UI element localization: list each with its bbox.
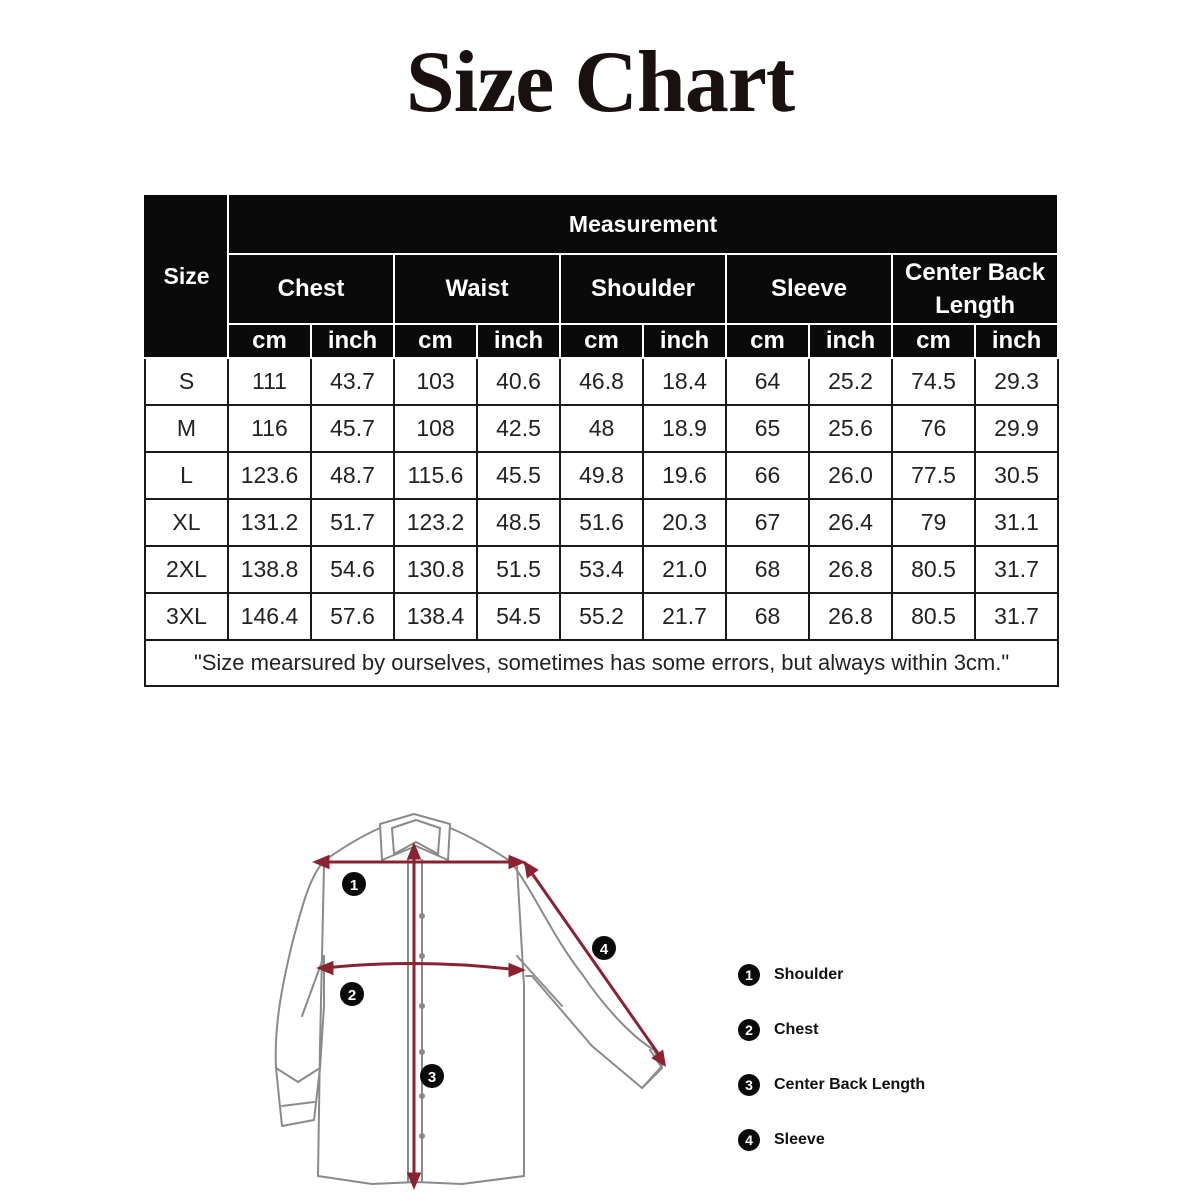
value-cell: 123.2 xyxy=(394,499,477,546)
size-table xyxy=(144,193,1059,687)
value-cell: 67 xyxy=(726,499,809,546)
marker-1: 1 xyxy=(349,877,359,894)
value-cell: 123.6 xyxy=(228,452,311,499)
value-cell: 29.9 xyxy=(975,405,1058,452)
measurement-header: Measurement xyxy=(228,194,1058,254)
size-cell: M xyxy=(145,405,228,452)
marker-2: 2 xyxy=(347,987,357,1004)
measurement-legend xyxy=(738,962,925,1182)
value-cell: 115.6 xyxy=(394,452,477,499)
value-cell: 51.6 xyxy=(560,499,643,546)
value-cell: 48.5 xyxy=(477,499,560,546)
value-cell: 40.6 xyxy=(477,358,560,405)
value-cell: 51.5 xyxy=(477,546,560,593)
size-cell: S xyxy=(145,358,228,405)
value-cell: 21.0 xyxy=(643,546,726,593)
value-cell: 130.8 xyxy=(394,546,477,593)
size-cell: 2XL xyxy=(145,546,228,593)
unit-inch: inch xyxy=(477,324,560,358)
group-center-back-length: Center Back Length xyxy=(892,254,1058,324)
legend-label: Sleeve xyxy=(774,1131,825,1148)
value-cell: 111 xyxy=(228,358,311,405)
value-cell: 26.8 xyxy=(809,593,892,640)
value-cell: 46.8 xyxy=(560,358,643,405)
value-cell: 26.0 xyxy=(809,452,892,499)
value-cell: 65 xyxy=(726,405,809,452)
page-title: Size Chart xyxy=(405,34,795,131)
legend-number-badge: 2 xyxy=(738,1019,760,1041)
legend-number-badge: 1 xyxy=(738,964,760,986)
value-cell: 30.5 xyxy=(975,452,1058,499)
size-cell: L xyxy=(145,452,228,499)
table-row xyxy=(145,499,1058,546)
value-cell: 57.6 xyxy=(311,593,394,640)
unit-cm: cm xyxy=(726,324,809,358)
value-cell: 26.4 xyxy=(809,499,892,546)
value-cell: 64 xyxy=(726,358,809,405)
value-cell: 21.7 xyxy=(643,593,726,640)
value-cell: 68 xyxy=(726,593,809,640)
group-shoulder: Shoulder xyxy=(560,254,726,324)
value-cell: 79 xyxy=(892,499,975,546)
size-cell: XL xyxy=(145,499,228,546)
shirt-diagram xyxy=(262,806,682,1201)
value-cell: 74.5 xyxy=(892,358,975,405)
legend-label: Center Back Length xyxy=(774,1076,926,1093)
value-cell: 54.5 xyxy=(477,593,560,640)
legend-item-sleeve xyxy=(738,1127,925,1153)
value-cell: 48.7 xyxy=(311,452,394,499)
value-cell: 31.7 xyxy=(975,546,1058,593)
value-cell: 103 xyxy=(394,358,477,405)
shirt-illustration xyxy=(262,806,682,1196)
legend-number-badge: 3 xyxy=(738,1074,760,1096)
table-row xyxy=(145,546,1058,593)
value-cell: 80.5 xyxy=(892,593,975,640)
table-row xyxy=(145,593,1058,640)
value-cell: 66 xyxy=(726,452,809,499)
value-cell: 116 xyxy=(228,405,311,452)
value-cell: 31.1 xyxy=(975,499,1058,546)
value-cell: 146.4 xyxy=(228,593,311,640)
value-cell: 68 xyxy=(726,546,809,593)
legend-item-center-back-length xyxy=(738,1072,925,1098)
note-row xyxy=(145,640,1058,686)
value-cell: 45.7 xyxy=(311,405,394,452)
table-row xyxy=(145,405,1058,452)
value-cell: 49.8 xyxy=(560,452,643,499)
value-cell: 43.7 xyxy=(311,358,394,405)
table-row xyxy=(145,358,1058,405)
value-cell: 80.5 xyxy=(892,546,975,593)
value-cell: 54.6 xyxy=(311,546,394,593)
diagram-markers xyxy=(340,872,616,1088)
unit-inch: inch xyxy=(643,324,726,358)
value-cell: 45.5 xyxy=(477,452,560,499)
unit-cm: cm xyxy=(394,324,477,358)
size-cell: 3XL xyxy=(145,593,228,640)
legend-number-badge: 4 xyxy=(738,1129,760,1151)
value-cell: 25.6 xyxy=(809,405,892,452)
value-cell: 108 xyxy=(394,405,477,452)
group-waist: Waist xyxy=(394,254,560,324)
group-sleeve: Sleeve xyxy=(726,254,892,324)
size-table-body xyxy=(145,358,1058,686)
marker-4: 4 xyxy=(599,941,609,958)
value-cell: 18.4 xyxy=(643,358,726,405)
value-cell: 31.7 xyxy=(975,593,1058,640)
value-cell: 42.5 xyxy=(477,405,560,452)
value-cell: 55.2 xyxy=(560,593,643,640)
legend-label: Chest xyxy=(774,1021,819,1038)
value-cell: 19.6 xyxy=(643,452,726,499)
legend-item-shoulder xyxy=(738,962,925,988)
value-cell: 138.4 xyxy=(394,593,477,640)
legend-label: Shoulder xyxy=(774,966,844,983)
unit-cm: cm xyxy=(892,324,975,358)
value-cell: 26.8 xyxy=(809,546,892,593)
table-row xyxy=(145,452,1058,499)
unit-inch: inch xyxy=(809,324,892,358)
unit-inch: inch xyxy=(311,324,394,358)
unit-cm: cm xyxy=(560,324,643,358)
table-note: "Size mearsured by ourselves, sometimes has some errors, but always within 3cm." xyxy=(145,640,1058,686)
value-cell: 138.8 xyxy=(228,546,311,593)
value-cell: 131.2 xyxy=(228,499,311,546)
value-cell: 51.7 xyxy=(311,499,394,546)
value-cell: 48 xyxy=(560,405,643,452)
marker-3: 3 xyxy=(427,1069,437,1086)
legend-item-chest xyxy=(738,1017,925,1043)
unit-inch: inch xyxy=(975,324,1058,358)
value-cell: 18.9 xyxy=(643,405,726,452)
value-cell: 25.2 xyxy=(809,358,892,405)
unit-cm: cm xyxy=(228,324,311,358)
size-header: Size xyxy=(145,194,228,358)
value-cell: 53.4 xyxy=(560,546,643,593)
group-chest: Chest xyxy=(228,254,394,324)
value-cell: 77.5 xyxy=(892,452,975,499)
value-cell: 20.3 xyxy=(643,499,726,546)
value-cell: 76 xyxy=(892,405,975,452)
value-cell: 29.3 xyxy=(975,358,1058,405)
